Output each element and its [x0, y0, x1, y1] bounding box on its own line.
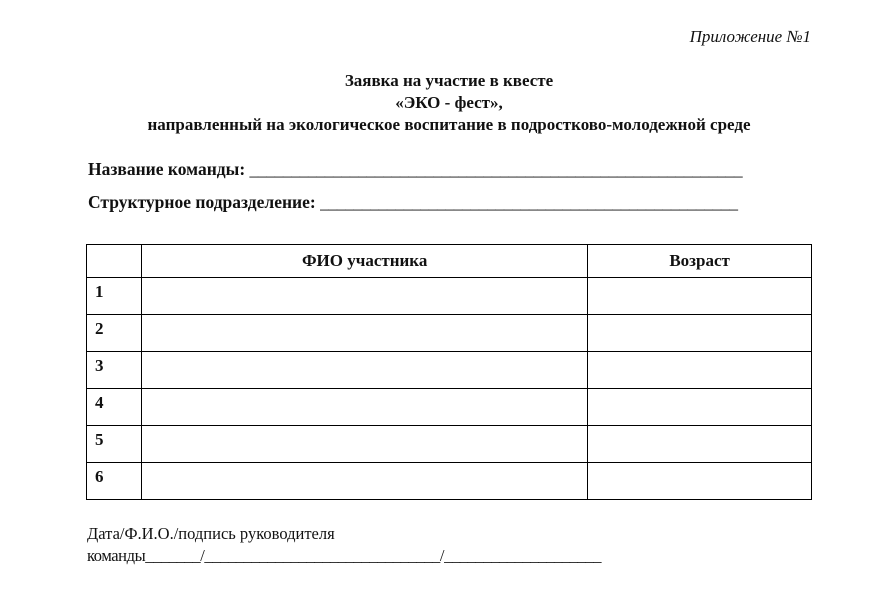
table-row: [87, 315, 812, 352]
participant-name-cell[interactable]: [142, 315, 588, 352]
signature-caption: Дата/Ф.И.О./подпись руководителя: [87, 524, 335, 543]
table-row: [87, 389, 812, 426]
participant-age-cell[interactable]: [588, 278, 812, 315]
division-blank[interactable]: __________________________________________________: [320, 192, 738, 212]
team-name-blank[interactable]: ___________________________________________________________: [249, 159, 743, 179]
table-row: [87, 426, 812, 463]
row-number: 1: [87, 278, 142, 315]
participant-age-cell[interactable]: [588, 352, 812, 389]
participant-age-cell[interactable]: [588, 389, 812, 426]
participant-name-cell[interactable]: [142, 389, 588, 426]
participant-name-cell[interactable]: [142, 463, 588, 500]
participant-name-cell[interactable]: [142, 426, 588, 463]
participants-table: [86, 244, 812, 500]
division-field[interactable]: [88, 192, 738, 213]
team-name-field[interactable]: [88, 159, 742, 180]
participant-age-cell[interactable]: [588, 315, 812, 352]
row-number: 4: [87, 389, 142, 426]
team-name-label: Название команды:: [88, 159, 246, 179]
table-row: [87, 278, 812, 315]
table-header-row: [87, 245, 812, 278]
title-line-3: направленный на экологическое воспитание в подростково-молодежной среде: [147, 115, 751, 134]
header-num: [87, 245, 142, 278]
participant-name-cell[interactable]: [142, 352, 588, 389]
participant-name-cell[interactable]: [142, 278, 588, 315]
table-row: [87, 463, 812, 500]
title-line-1: Заявка на участие в квесте: [344, 71, 554, 90]
header-name: ФИО участника: [142, 245, 588, 278]
row-number: 2: [87, 315, 142, 352]
signature-block: [87, 523, 601, 567]
row-number: 3: [87, 352, 142, 389]
row-number: 6: [87, 463, 142, 500]
title-line-2: «ЭКО - фест»,: [395, 93, 503, 112]
row-number: 5: [87, 426, 142, 463]
document-title: [0, 70, 874, 136]
signature-line[interactable]: команды_______/______________________________/____________________: [87, 546, 602, 565]
table-row: [87, 352, 812, 389]
appendix-label: Приложение №1: [689, 27, 811, 46]
division-label: Структурное подразделение:: [88, 192, 316, 212]
participant-age-cell[interactable]: [588, 463, 812, 500]
header-age: Возраст: [588, 245, 812, 278]
participant-age-cell[interactable]: [588, 426, 812, 463]
